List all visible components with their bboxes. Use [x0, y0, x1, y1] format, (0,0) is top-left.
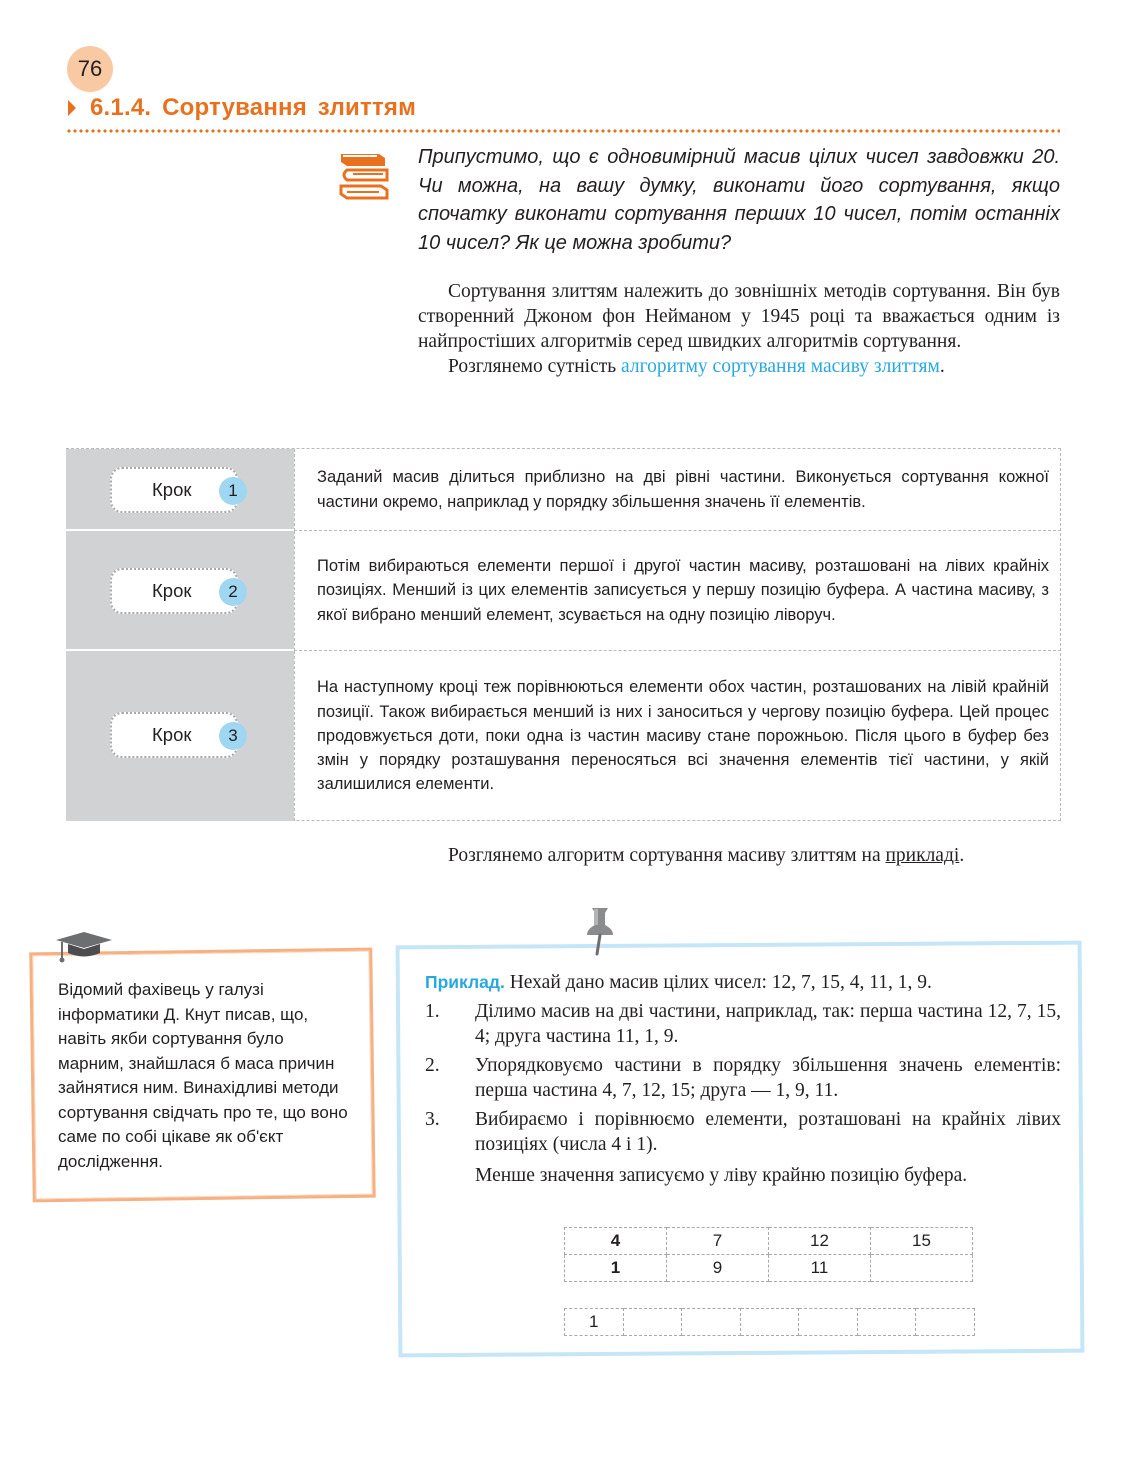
paragraph-consider-example-text: Розглянемо алгоритм сортування масиву злиттям на	[448, 845, 886, 866]
step-text: Заданий масив ділиться приблизно на дві рівні частини. Виконується сортування кожної частини окремо, наприклад у порядку збільшення значень її елементів.	[317, 468, 1049, 511]
step-word: Крок	[152, 580, 192, 601]
step-text: На наступному кроці теж порівнюються елементи обох частин, розташованих на лівій крайній позиції. Також вибирається менший із них і заноситься у чергову позицію буфера. Цей процес продовжується доти, поки одна із частин масиву стане порожньою. Після цього в буфер без змін у порядку розташування переносяться всі значення елементів тієї частини, у якій залишилися елементи.	[317, 678, 1049, 794]
paragraph-consider-example	[418, 843, 1060, 868]
intro-paragraphs	[418, 279, 1060, 379]
step-row-1	[66, 449, 1061, 531]
push-pin-icon	[580, 906, 620, 956]
paragraph-merge-sort-description: Сортування злиттям належить до зовнішніх методів сортування. Він був створенний Джоном фон Нейманом у 1945 році та вважається одним із найпростіших алгоритмів серед швидких алгоритмів сортування.	[418, 281, 1060, 352]
step-number: 2	[219, 578, 247, 606]
step-number: 1	[219, 477, 247, 505]
step-badge	[110, 467, 238, 513]
table-cell	[623, 1309, 682, 1336]
step-number: 3	[219, 722, 247, 750]
example-step-3	[425, 1107, 1061, 1157]
table-cell	[857, 1309, 916, 1336]
example-underlined-word: прикладі	[885, 845, 960, 866]
intro-question: Припустимо, що є одновимірний масив цілих чисел завдовжки 20. Чи можна, на вашу думку, виконати його сортування, якщо спочатку виконати сортування перших 10 чисел, потім останніх 10 чисел? Як це можна зробити?	[418, 146, 1060, 254]
step-text-cell	[294, 531, 1061, 651]
section-title	[68, 91, 416, 125]
example-step-number: 3.	[425, 1109, 440, 1130]
table-cell	[916, 1309, 975, 1336]
table-cell	[740, 1309, 799, 1336]
step-label-cell	[66, 449, 294, 531]
table-cell: 1	[565, 1255, 667, 1282]
example-step-text: Упорядковуємо частини в порядку збільшення значень елементів: перша частина 4, 7, 12, 15; друга — 1, 9, 11.	[475, 1055, 1061, 1101]
paragraph-consider-essence-text: Розглянемо сутність	[448, 356, 622, 377]
note-text: Відомий фахівець у галузі інформатики Д. Кнут писав, що, навіть якби сортування було марним, знайшлася б маса причин зайнятися ним. Винахідливі методи сортування свідчать про те, що воно саме по собі цікаве як об'єкт дослідження.	[58, 980, 348, 1171]
table-cell: 15	[871, 1228, 973, 1255]
title-dotted-divider	[66, 129, 1060, 133]
example-step-3-extra: Менше значення записуємо у ліву крайню позицію буфера.	[475, 1165, 968, 1186]
example-step-number: 1.	[425, 1001, 440, 1022]
table-row	[565, 1255, 973, 1282]
example-step-1	[425, 999, 1061, 1049]
example-step-number: 2.	[425, 1055, 440, 1076]
step-row-3	[66, 651, 1061, 821]
table-row	[565, 1228, 973, 1255]
example-step-2	[425, 1053, 1061, 1103]
table-cell: 9	[667, 1255, 769, 1282]
step-label-cell	[66, 531, 294, 651]
table-cell: 12	[769, 1228, 871, 1255]
array-parts-table	[564, 1227, 973, 1282]
example-intro-text: Нехай дано масив цілих чисел: 12, 7, 15, 4, 11, 1, 9.	[509, 972, 932, 993]
section-title-text: 6.1.4. Сортування злиттям	[90, 94, 417, 121]
example-intro-paragraph	[418, 843, 1060, 868]
graduation-cap-icon	[54, 928, 114, 968]
section-marker-icon	[68, 100, 76, 116]
example-step-text: Вибираємо і порівнюємо елементи, розташовані на крайніх лівих позиціях (числа 4 і 1).	[475, 1109, 1061, 1155]
step-word: Крок	[152, 724, 192, 745]
buffer-table	[564, 1308, 975, 1336]
step-badge	[110, 568, 238, 614]
paragraph-consider-example-end: .	[959, 845, 965, 866]
example-intro-line	[425, 970, 1061, 995]
books-icon	[335, 148, 393, 206]
algorithm-term-link: алгоритму сортування масиву злиттям	[621, 356, 940, 377]
example-step-text: Ділимо масив на дві частини, наприклад, так: перша частина 12, 7, 15, 4; друга частина 11, 1, 9.	[475, 1001, 1061, 1047]
table-cell	[682, 1309, 741, 1336]
step-word: Крок	[152, 479, 192, 500]
table-row	[565, 1309, 975, 1336]
table-cell: 1	[565, 1309, 624, 1336]
step-text: Потім вибираються елементи першої і другої частин масиву, розташовані на лівих крайніх позиціях. Менший із цих елементів записується у першу позицію буфера. А частина масиву, з якої вибрано менший елемент, зсувається на одну позицію ліворуч.	[317, 557, 1049, 624]
table-cell	[799, 1309, 858, 1336]
step-label-cell	[66, 651, 294, 821]
table-cell: 11	[769, 1255, 871, 1282]
paragraph-consider-essence-end: .	[939, 356, 945, 377]
table-cell	[871, 1255, 973, 1282]
step-text-cell	[294, 651, 1061, 821]
table-cell: 7	[667, 1228, 769, 1255]
step-badge	[110, 712, 238, 758]
step-text-cell	[294, 449, 1061, 531]
steps-table	[66, 448, 1061, 821]
example-body	[425, 970, 1061, 1188]
step-row-2	[66, 531, 1061, 651]
table-cell: 4	[565, 1228, 667, 1255]
page-number: 76	[67, 46, 113, 92]
paragraph-consider-essence	[418, 354, 1060, 379]
example-label: Приклад.	[425, 972, 505, 992]
